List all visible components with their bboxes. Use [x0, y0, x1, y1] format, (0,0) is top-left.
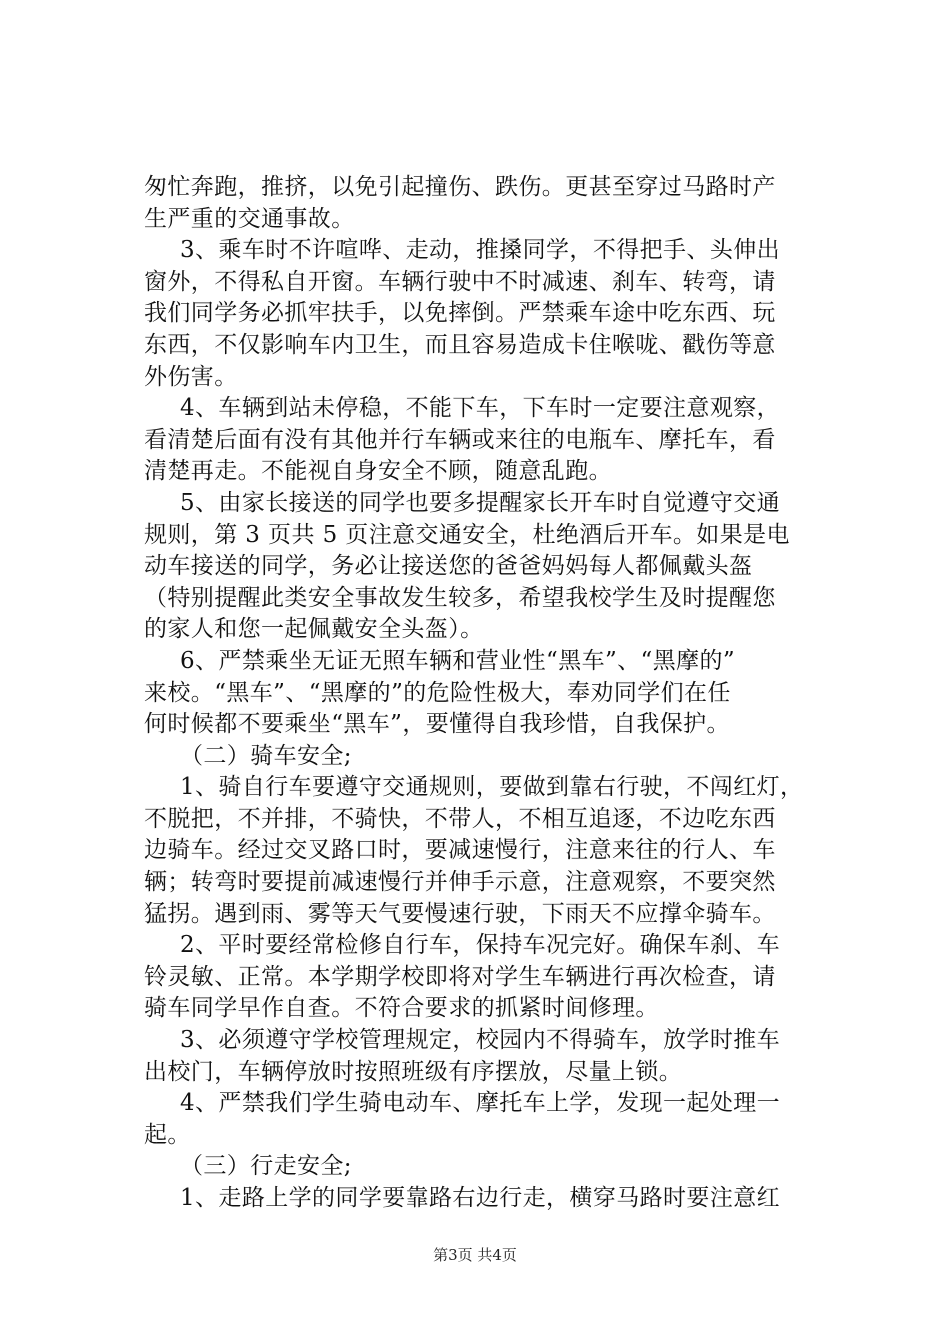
text-line: 规则，第 3 页共 5 页注意交通安全，杜绝酒后开车。如果是电	[144, 521, 790, 548]
text-line: 骑车同学早作自查。不符合要求的抓紧时间修理。	[144, 995, 659, 1022]
text-line: 2、平时要经常检修自行车，保持车况完好。确保车刹、车	[180, 932, 781, 959]
text-line: 6、严禁乘坐无证无照车辆和营业性“黑车”、“黑摩的”	[180, 647, 736, 674]
text-line: 的家人和您一起佩戴安全头盔）。	[144, 616, 484, 643]
text-line: 出校门，车辆停放时按照班级有序摆放，尽量上锁。	[144, 1058, 683, 1085]
text-line: 4、严禁我们学生骑电动车、摩托车上学，发现一起处理一	[180, 1090, 781, 1117]
text-line: 来校。“黑车”、“黑摩的”的危险性极大，奉劝同学们在任	[144, 679, 731, 706]
text-line: 3、乘车时不许喧哗、走动，推搡同学，不得把手、头伸出	[180, 237, 781, 264]
text-line: 看清楚后面有没有其他并行车辆或来往的电瓶车、摩托车，看	[144, 426, 776, 453]
text-line: 匆忙奔跑，推挤，以免引起撞伤、跌伤。更甚至穿过马路时产	[144, 174, 776, 200]
text-line: 起。	[144, 1121, 191, 1148]
text-line: 辆；转弯时要提前减速慢行并伸手示意，注意观察，不要突然	[144, 869, 776, 896]
text-line: （三）行走安全;	[180, 1153, 352, 1180]
text-line: 铃灵敏、正常。本学期学校即将对学生车辆进行再次检查，请	[144, 963, 776, 990]
text-line: 不脱把，不并排，不骑快，不带人，不相互追逐，不边吃东西	[144, 805, 776, 832]
text-line: 3、必须遵守学校管理规定，校园内不得骑车，放学时推车	[180, 1027, 781, 1054]
text-line: 东西，不仅影响车内卫生，而且容易造成卡住喉咙、戳伤等意	[144, 331, 776, 358]
document-body	[144, 172, 836, 1215]
text-line: 外伤害。	[144, 363, 238, 390]
text-line: 生严重的交通事故。	[144, 205, 355, 232]
text-line: 猛拐。遇到雨、雾等天气要慢速行驶，下雨天不应撑伞骑车。	[144, 900, 776, 927]
text-line: 1、走路上学的同学要靠路右边行走，横穿马路时要注意红	[180, 1185, 781, 1211]
text-line: 窗外，不得私自开窗。车辆行驶中不时减速、刹车、转弯，请	[144, 268, 776, 295]
text-line: （特别提醒此类安全事故发生较多，希望我校学生及时提醒您	[144, 584, 776, 611]
text-line: 边骑车。经过交叉路口时，要减速慢行，注意来往的行人、车	[144, 837, 776, 864]
page-footer: 第3页 共4页	[433, 1246, 517, 1264]
text-line: 何时候都不要乘坐“黑车”，要懂得自我珍惜，自我保护。	[144, 711, 730, 738]
text-line: 4、车辆到站未停稳，不能下车，下车时一定要注意观察，	[180, 395, 781, 422]
text-line: （二）骑车安全;	[180, 742, 352, 769]
text-line: 1、骑自行车要遵守交通规则，要做到靠右行驶，不闯红灯，	[180, 774, 804, 801]
text-line: 动车接送的同学，务必让接送您的爸爸妈妈每人都佩戴头盔	[144, 553, 753, 580]
text-line: 我们同学务必抓牢扶手，以免摔倒。严禁乘车途中吃东西、玩	[144, 300, 776, 327]
text-line: 清楚再走。不能视自身安全不顾，随意乱跑。	[144, 458, 612, 485]
text-line: 5、由家长接送的同学也要多提醒家长开车时自觉遵守交通	[180, 489, 781, 516]
